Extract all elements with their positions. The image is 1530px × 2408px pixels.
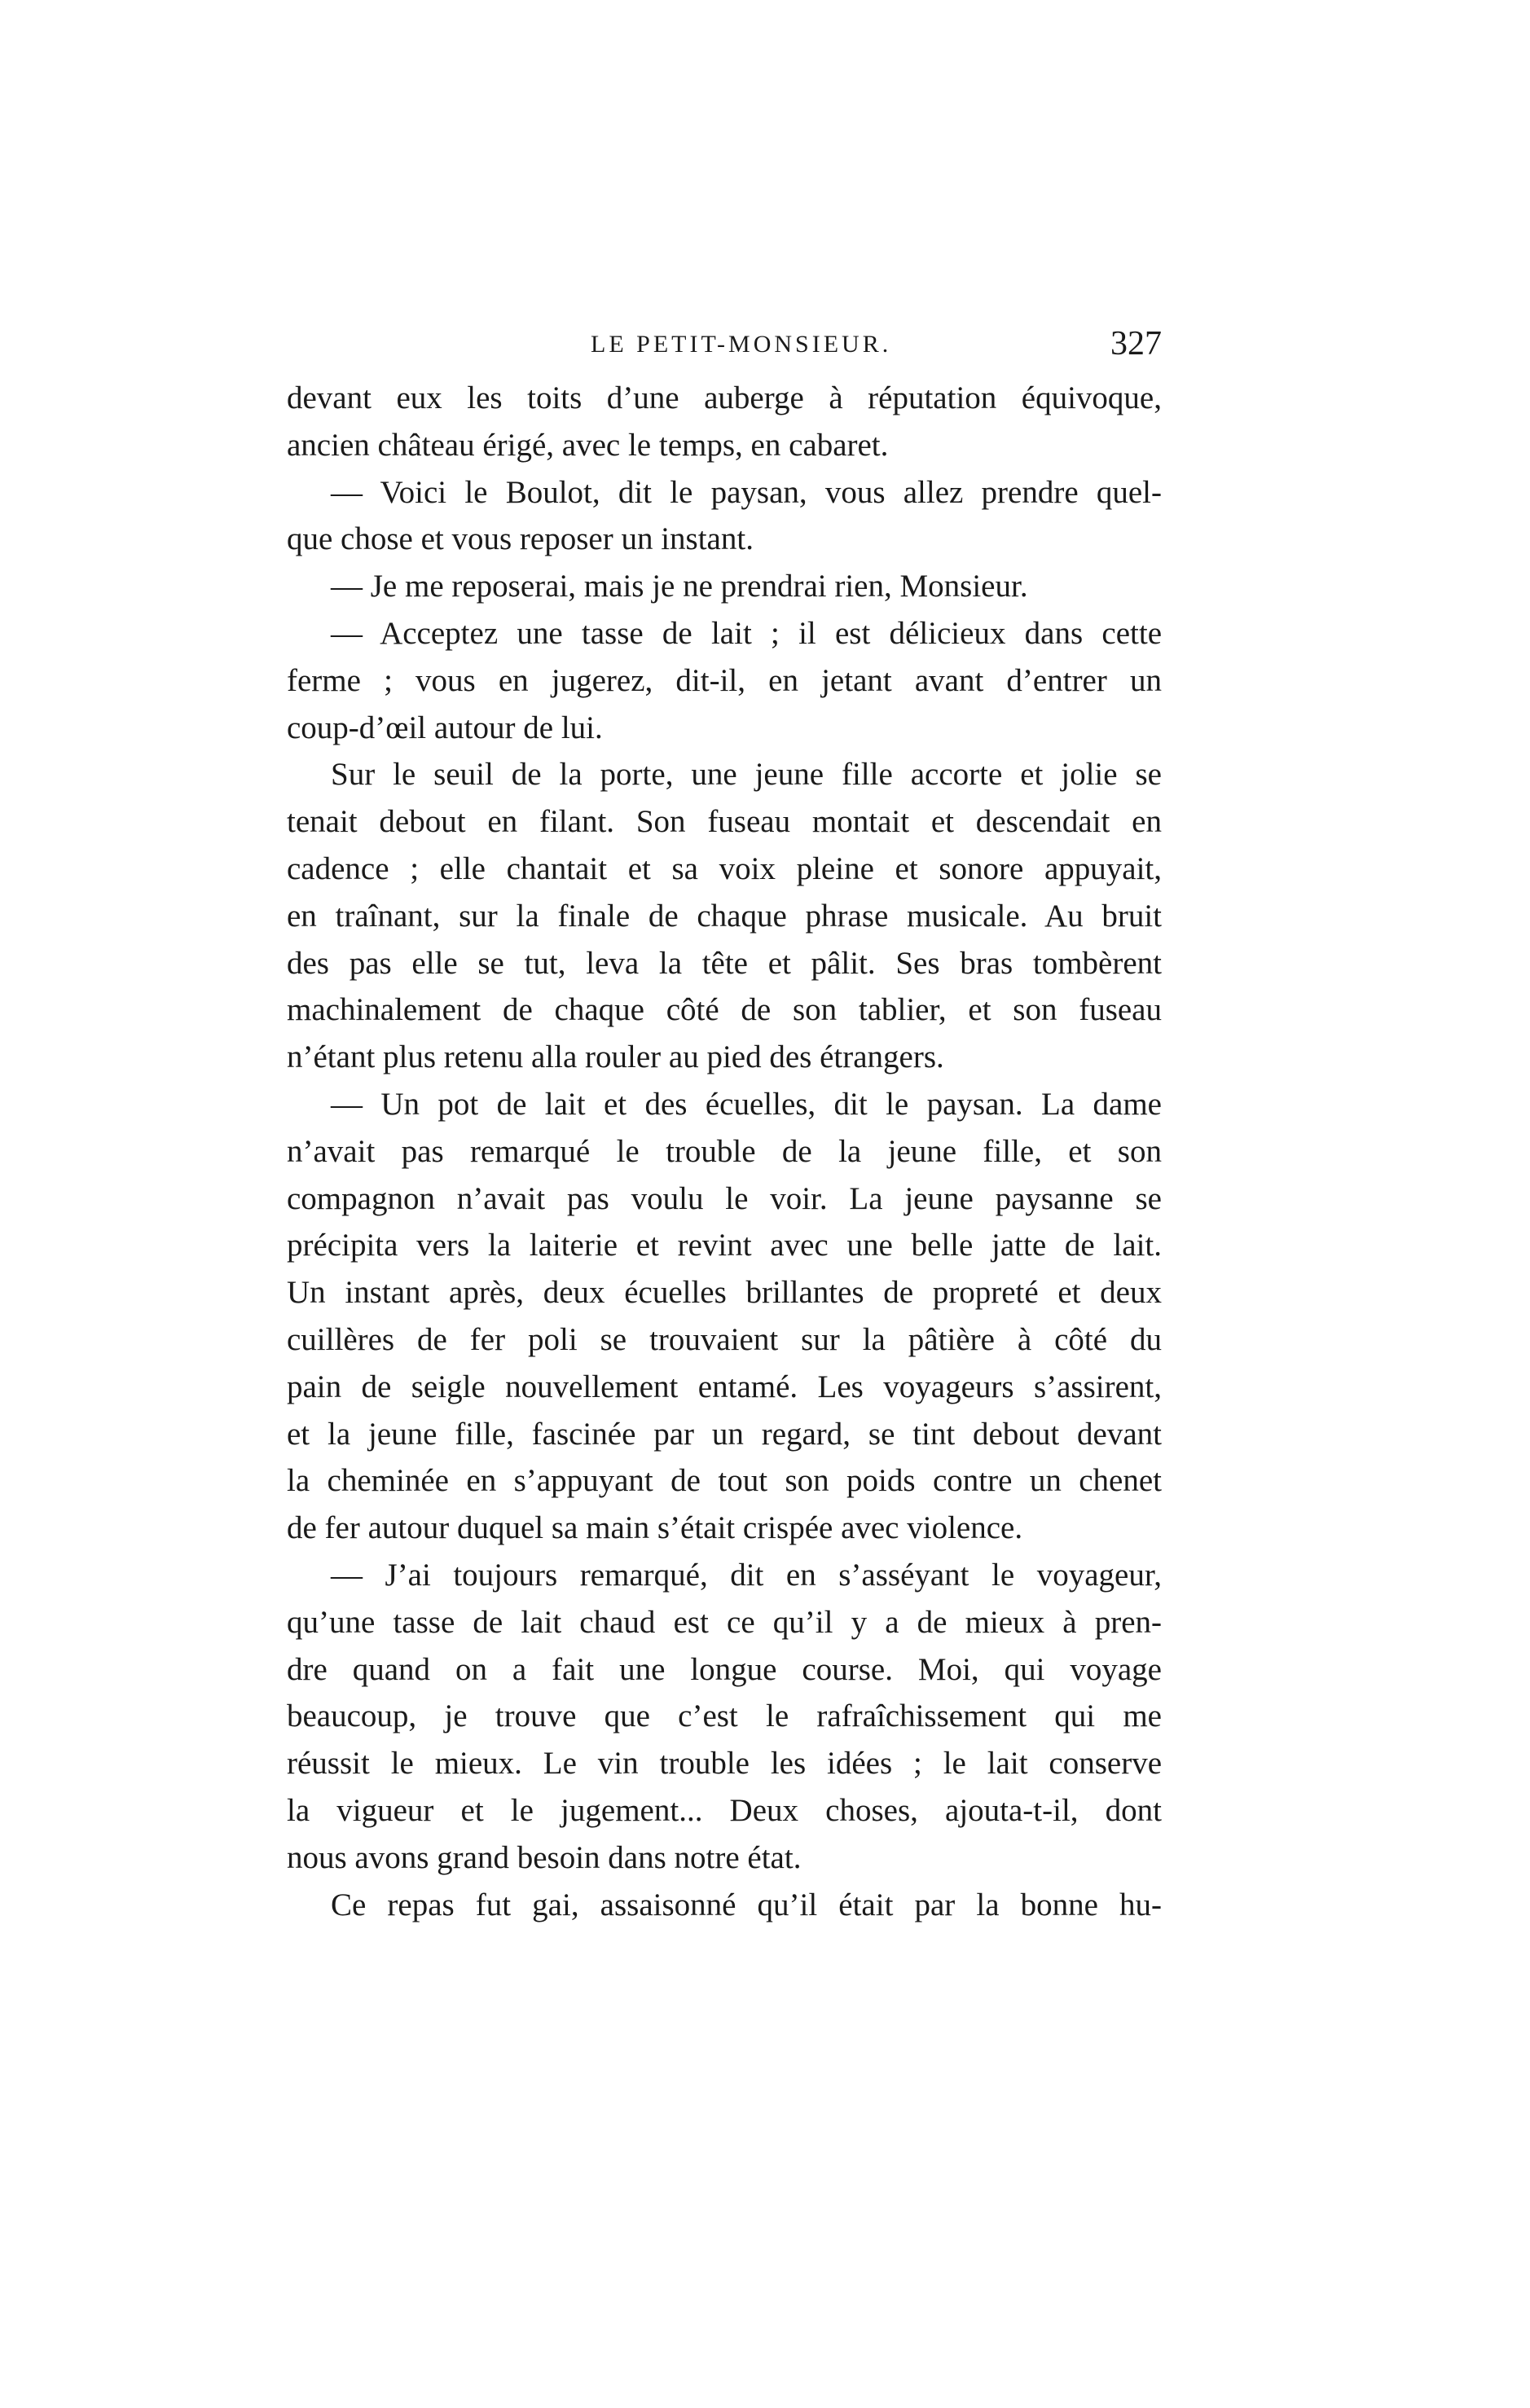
page-header xyxy=(287,324,1162,365)
page-number: 327 xyxy=(1110,325,1162,363)
text-line: et la jeune fille, fascinée par un regard, se tint debout devant xyxy=(287,1416,1162,1452)
text-line: — Je me reposerai, mais je ne prendrai rien, Monsieur. xyxy=(331,569,1028,604)
text-line: Un instant après, deux écuelles brillantes de propreté et deux xyxy=(287,1275,1162,1311)
text-line: précipita vers la laiterie et revint avec une belle jatte de lait. xyxy=(287,1228,1162,1263)
text-line: compagnon n’avait pas voulu le voir. La jeune paysanne se xyxy=(287,1180,1162,1216)
text-line: nous avons grand besoin dans notre état. xyxy=(287,1839,802,1875)
text-line: — Voici le Boulot, dit le paysan, vous allez prendre quel- xyxy=(331,474,1162,510)
text-line: ancien château érigé, avec le temps, en cabaret. xyxy=(287,427,889,463)
text-line: réussit le mieux. Le vin trouble les idées ; le lait conserve xyxy=(287,1746,1162,1782)
text-line: — Un pot de lait et des écuelles, dit le paysan. La dame xyxy=(331,1086,1162,1122)
text-line: — Acceptez une tasse de lait ; il est délicieux dans cette xyxy=(331,615,1162,651)
running-head: LE PETIT-MONSIEUR. xyxy=(591,331,892,358)
text-line: Ce repas fut gai, assaisonné qu’il était par la bonne hu- xyxy=(331,1887,1162,1922)
text-line: des pas elle se tut, leva la tête et pâlit. Ses bras tombèrent xyxy=(287,945,1162,981)
text-line: — J’ai toujours remarqué, dit en s’asséyant le voyageur, xyxy=(331,1557,1162,1593)
body-text xyxy=(287,375,1162,1928)
text-line: n’étant plus retenu alla rouler au pied des étrangers. xyxy=(287,1039,944,1075)
text-line: en traînant, sur la finale de chaque phrase musicale. Au bruit xyxy=(287,898,1162,934)
text-line: cuillères de fer poli se trouvaient sur la pâtière à côté du xyxy=(287,1321,1162,1357)
text-line: tenait debout en filant. Son fuseau montait et descendait en xyxy=(287,804,1162,840)
text-line: dre quand on a fait une longue course. Moi, qui voyage xyxy=(287,1651,1162,1687)
text-line: que chose et vous reposer un instant. xyxy=(287,521,754,557)
text-line: coup-d’œil autour de lui. xyxy=(287,710,603,745)
text-line: devant eux les toits d’une auberge à réputation équivoque, xyxy=(287,380,1162,415)
text-line: la vigueur et le jugement... Deux choses, ajouta-t-il, dont xyxy=(287,1792,1162,1828)
text-line: Sur le seuil de la porte, une jeune fille accorte et jolie se xyxy=(331,757,1162,793)
text-line: machinalement de chaque côté de son tablier, et son fuseau xyxy=(287,992,1162,1028)
text-line: beaucoup, je trouve que c’est le rafraîchissement qui me xyxy=(287,1698,1162,1734)
text-line: la cheminée en s’appuyant de tout son poids contre un chenet xyxy=(287,1463,1162,1499)
text-line: cadence ; elle chantait et sa voix pleine et sonore appuyait, xyxy=(287,850,1162,886)
text-line: de fer autour duquel sa main s’était crispée avec violence. xyxy=(287,1510,1023,1546)
text-line: pain de seigle nouvellement entamé. Les voyageurs s’assirent, xyxy=(287,1369,1162,1404)
text-line: qu’une tasse de lait chaud est ce qu’il y a de mieux à pren- xyxy=(287,1604,1162,1640)
text-line: ferme ; vous en jugerez, dit-il, en jetant avant d’entrer un xyxy=(287,662,1162,698)
text-line: n’avait pas remarqué le trouble de la jeune fille, et son xyxy=(287,1133,1162,1169)
